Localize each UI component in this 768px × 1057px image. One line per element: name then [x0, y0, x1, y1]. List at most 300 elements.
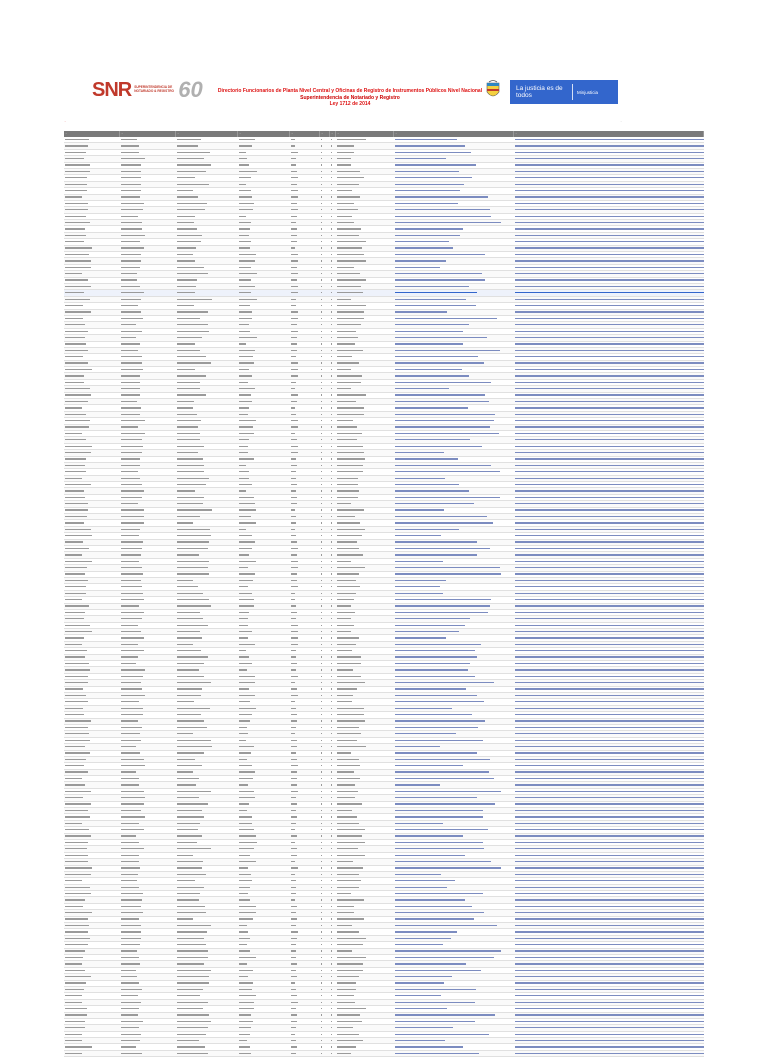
email-cell[interactable]: [394, 942, 514, 947]
url-cell[interactable]: [514, 188, 704, 193]
email-cell[interactable]: [394, 342, 514, 347]
email-cell[interactable]: [394, 802, 514, 807]
url-cell[interactable]: [514, 501, 704, 506]
email-cell[interactable]: [394, 258, 514, 263]
email-cell[interactable]: [394, 642, 514, 647]
email-cell[interactable]: [394, 469, 514, 474]
url-cell[interactable]: [514, 469, 704, 474]
url-cell[interactable]: [514, 1019, 704, 1024]
email-cell[interactable]: [394, 565, 514, 570]
url-cell[interactable]: [514, 923, 704, 928]
url-cell[interactable]: [514, 1051, 704, 1056]
url-cell[interactable]: [514, 226, 704, 231]
url-cell[interactable]: [514, 1006, 704, 1011]
email-cell[interactable]: [394, 284, 514, 289]
url-cell[interactable]: [514, 348, 704, 353]
email-cell[interactable]: [394, 725, 514, 730]
email-cell[interactable]: [394, 655, 514, 660]
url-cell[interactable]: [514, 1013, 704, 1018]
url-cell[interactable]: [514, 1044, 704, 1049]
url-cell[interactable]: [514, 1038, 704, 1043]
email-cell[interactable]: [394, 776, 514, 781]
url-cell[interactable]: [514, 195, 704, 200]
url-cell[interactable]: [514, 482, 704, 487]
url-cell[interactable]: [514, 533, 704, 538]
email-cell[interactable]: [394, 763, 514, 768]
url-cell[interactable]: [514, 284, 704, 289]
url-cell[interactable]: [514, 648, 704, 653]
url-cell[interactable]: [514, 942, 704, 947]
email-cell[interactable]: [394, 508, 514, 513]
url-cell[interactable]: [514, 578, 704, 583]
email-cell[interactable]: [394, 891, 514, 896]
email-cell[interactable]: [394, 533, 514, 538]
illegible-text-placeholder: [121, 1034, 141, 1035]
url-cell[interactable]: [514, 258, 704, 263]
email-cell[interactable]: [394, 316, 514, 321]
email-cell[interactable]: [394, 482, 514, 487]
email-cell[interactable]: [394, 169, 514, 174]
url-cell[interactable]: [514, 540, 704, 545]
url-cell[interactable]: [514, 808, 704, 813]
email-cell[interactable]: [394, 949, 514, 954]
email-cell[interactable]: [394, 233, 514, 238]
url-cell[interactable]: [514, 1000, 704, 1005]
url-cell[interactable]: [514, 878, 704, 883]
email-cell[interactable]: [394, 961, 514, 966]
url-cell[interactable]: [514, 610, 704, 615]
url-cell[interactable]: [514, 386, 704, 391]
email-cell[interactable]: [394, 572, 514, 577]
url-cell[interactable]: [514, 866, 704, 871]
email-cell[interactable]: [394, 782, 514, 787]
email-cell[interactable]: [394, 795, 514, 800]
url-cell[interactable]: [514, 393, 704, 398]
url-cell[interactable]: [514, 635, 704, 640]
email-cell[interactable]: [394, 271, 514, 276]
email-cell[interactable]: [394, 629, 514, 634]
email-cell[interactable]: [394, 348, 514, 353]
email-cell[interactable]: [394, 329, 514, 334]
email-cell[interactable]: [394, 821, 514, 826]
url-cell[interactable]: [514, 987, 704, 992]
url-cell[interactable]: [514, 488, 704, 493]
url-cell[interactable]: [514, 744, 704, 749]
email-cell[interactable]: [394, 751, 514, 756]
url-cell[interactable]: [514, 725, 704, 730]
email-cell[interactable]: [394, 431, 514, 436]
url-cell[interactable]: [514, 450, 704, 455]
url-cell[interactable]: [514, 290, 704, 295]
email-cell[interactable]: [394, 380, 514, 385]
url-cell[interactable]: [514, 271, 704, 276]
url-cell[interactable]: [514, 623, 704, 628]
email-cell[interactable]: [394, 808, 514, 813]
email-cell[interactable]: [394, 866, 514, 871]
url-cell[interactable]: [514, 380, 704, 385]
url-cell[interactable]: [514, 949, 704, 954]
url-cell[interactable]: [514, 322, 704, 327]
email-cell[interactable]: [394, 373, 514, 378]
email-cell[interactable]: [394, 425, 514, 430]
email-cell[interactable]: [394, 897, 514, 902]
url-cell[interactable]: [514, 239, 704, 244]
url-cell[interactable]: [514, 265, 704, 270]
url-cell[interactable]: [514, 214, 704, 219]
url-cell[interactable]: [514, 591, 704, 596]
email-cell[interactable]: [394, 1025, 514, 1030]
email-cell[interactable]: [394, 680, 514, 685]
url-cell[interactable]: [514, 955, 704, 960]
email-cell[interactable]: [394, 981, 514, 986]
email-cell[interactable]: [394, 265, 514, 270]
email-cell[interactable]: [394, 527, 514, 532]
url-cell[interactable]: [514, 840, 704, 845]
url-cell[interactable]: [514, 699, 704, 704]
illegible-text-placeholder: [291, 318, 298, 319]
email-cell[interactable]: [394, 405, 514, 410]
url-cell[interactable]: [514, 169, 704, 174]
url-cell[interactable]: [514, 310, 704, 315]
url-cell[interactable]: [514, 846, 704, 851]
url-cell[interactable]: [514, 897, 704, 902]
url-cell[interactable]: [514, 527, 704, 532]
table-cell: [120, 150, 176, 155]
url-cell[interactable]: [514, 457, 704, 462]
url-cell[interactable]: [514, 655, 704, 660]
url-cell[interactable]: [514, 929, 704, 934]
url-cell[interactable]: [514, 802, 704, 807]
email-cell[interactable]: [394, 182, 514, 187]
email-cell[interactable]: [394, 757, 514, 762]
url-cell[interactable]: [514, 693, 704, 698]
url-cell[interactable]: [514, 1025, 704, 1030]
url-cell[interactable]: [514, 731, 704, 736]
email-cell[interactable]: [394, 846, 514, 851]
email-cell[interactable]: [394, 399, 514, 404]
email-cell[interactable]: [394, 667, 514, 672]
url-cell[interactable]: [514, 853, 704, 858]
email-cell[interactable]: [394, 987, 514, 992]
url-cell[interactable]: [514, 137, 704, 142]
email-cell[interactable]: [394, 993, 514, 998]
email-cell[interactable]: [394, 674, 514, 679]
email-cell[interactable]: [394, 297, 514, 302]
email-cell[interactable]: [394, 220, 514, 225]
url-cell[interactable]: [514, 981, 704, 986]
url-cell[interactable]: [514, 993, 704, 998]
url-cell[interactable]: [514, 412, 704, 417]
email-cell[interactable]: [394, 623, 514, 628]
illegible-text-placeholder: [177, 471, 204, 472]
email-cell[interactable]: [394, 501, 514, 506]
email-cell[interactable]: [394, 163, 514, 168]
email-cell[interactable]: [394, 1013, 514, 1018]
email-cell[interactable]: [394, 814, 514, 819]
email-cell[interactable]: [394, 904, 514, 909]
email-cell[interactable]: [394, 910, 514, 915]
email-cell[interactable]: [394, 546, 514, 551]
url-cell[interactable]: [514, 642, 704, 647]
url-cell[interactable]: [514, 776, 704, 781]
email-cell[interactable]: [394, 872, 514, 877]
email-cell[interactable]: [394, 463, 514, 468]
illegible-text-placeholder: [515, 644, 704, 645]
email-cell[interactable]: [394, 437, 514, 442]
url-cell[interactable]: [514, 782, 704, 787]
illegible-text-placeholder: [395, 305, 476, 306]
url-cell[interactable]: [514, 278, 704, 283]
email-cell[interactable]: [394, 936, 514, 941]
email-cell[interactable]: [394, 207, 514, 212]
url-cell[interactable]: [514, 712, 704, 717]
url-cell[interactable]: [514, 143, 704, 148]
email-cell[interactable]: [394, 514, 514, 519]
email-cell[interactable]: [394, 246, 514, 251]
email-cell[interactable]: [394, 597, 514, 602]
email-cell[interactable]: [394, 137, 514, 142]
url-cell[interactable]: [514, 814, 704, 819]
email-cell[interactable]: [394, 444, 514, 449]
email-cell[interactable]: [394, 699, 514, 704]
email-cell[interactable]: [394, 252, 514, 257]
url-cell[interactable]: [514, 150, 704, 155]
email-cell[interactable]: [394, 712, 514, 717]
url-cell[interactable]: [514, 917, 704, 922]
email-cell[interactable]: [394, 361, 514, 366]
email-cell[interactable]: [394, 955, 514, 960]
email-cell[interactable]: [394, 335, 514, 340]
email-cell[interactable]: [394, 495, 514, 500]
email-cell[interactable]: [394, 859, 514, 864]
email-cell[interactable]: [394, 457, 514, 462]
url-cell[interactable]: [514, 757, 704, 762]
url-cell[interactable]: [514, 961, 704, 966]
email-cell[interactable]: [394, 584, 514, 589]
email-cell[interactable]: [394, 834, 514, 839]
email-cell[interactable]: [394, 731, 514, 736]
url-cell[interactable]: [514, 418, 704, 423]
url-cell[interactable]: [514, 751, 704, 756]
email-cell[interactable]: [394, 738, 514, 743]
url-cell[interactable]: [514, 297, 704, 302]
url-cell[interactable]: [514, 629, 704, 634]
email-cell[interactable]: [394, 226, 514, 231]
email-cell[interactable]: [394, 744, 514, 749]
url-cell[interactable]: [514, 520, 704, 525]
url-cell[interactable]: [514, 546, 704, 551]
table-cell: [320, 1019, 330, 1024]
email-cell[interactable]: [394, 195, 514, 200]
table-cell: [336, 214, 394, 219]
url-cell[interactable]: [514, 763, 704, 768]
url-cell[interactable]: [514, 738, 704, 743]
table-cell: [238, 866, 290, 871]
email-cell[interactable]: [394, 917, 514, 922]
url-cell[interactable]: [514, 827, 704, 832]
url-cell[interactable]: [514, 674, 704, 679]
url-cell[interactable]: [514, 770, 704, 775]
url-cell[interactable]: [514, 220, 704, 225]
email-cell[interactable]: [394, 386, 514, 391]
url-cell[interactable]: [514, 572, 704, 577]
email-cell[interactable]: [394, 578, 514, 583]
email-cell[interactable]: [394, 616, 514, 621]
email-cell[interactable]: [394, 1019, 514, 1024]
url-cell[interactable]: [514, 233, 704, 238]
email-cell[interactable]: [394, 239, 514, 244]
email-cell[interactable]: [394, 175, 514, 180]
email-cell[interactable]: [394, 878, 514, 883]
url-cell[interactable]: [514, 974, 704, 979]
url-cell[interactable]: [514, 303, 704, 308]
email-cell[interactable]: [394, 1032, 514, 1037]
email-cell[interactable]: [394, 201, 514, 206]
email-cell[interactable]: [394, 610, 514, 615]
url-cell[interactable]: [514, 163, 704, 168]
email-cell[interactable]: [394, 693, 514, 698]
table-cell: [336, 840, 394, 845]
url-cell[interactable]: [514, 859, 704, 864]
url-cell[interactable]: [514, 904, 704, 909]
email-cell[interactable]: [394, 719, 514, 724]
url-cell[interactable]: [514, 584, 704, 589]
url-cell[interactable]: [514, 476, 704, 481]
url-cell[interactable]: [514, 706, 704, 711]
email-cell[interactable]: [394, 604, 514, 609]
email-cell[interactable]: [394, 303, 514, 308]
url-cell[interactable]: [514, 604, 704, 609]
email-cell[interactable]: [394, 393, 514, 398]
url-cell[interactable]: [514, 667, 704, 672]
email-cell[interactable]: [394, 661, 514, 666]
url-cell[interactable]: [514, 175, 704, 180]
email-cell[interactable]: [394, 488, 514, 493]
email-cell[interactable]: [394, 929, 514, 934]
email-cell[interactable]: [394, 1038, 514, 1043]
email-cell[interactable]: [394, 412, 514, 417]
url-cell[interactable]: [514, 910, 704, 915]
url-cell[interactable]: [514, 431, 704, 436]
url-cell[interactable]: [514, 405, 704, 410]
url-cell[interactable]: [514, 891, 704, 896]
email-cell[interactable]: [394, 1000, 514, 1005]
email-cell[interactable]: [394, 450, 514, 455]
url-cell[interactable]: [514, 316, 704, 321]
url-cell[interactable]: [514, 437, 704, 442]
email-cell[interactable]: [394, 290, 514, 295]
url-cell[interactable]: [514, 514, 704, 519]
url-cell[interactable]: [514, 885, 704, 890]
url-cell[interactable]: [514, 354, 704, 359]
url-cell[interactable]: [514, 719, 704, 724]
url-cell[interactable]: [514, 252, 704, 257]
url-cell[interactable]: [514, 789, 704, 794]
url-cell[interactable]: [514, 661, 704, 666]
url-cell[interactable]: [514, 872, 704, 877]
email-cell[interactable]: [394, 706, 514, 711]
email-cell[interactable]: [394, 968, 514, 973]
email-cell[interactable]: [394, 520, 514, 525]
url-cell[interactable]: [514, 495, 704, 500]
url-cell[interactable]: [514, 968, 704, 973]
email-cell[interactable]: [394, 367, 514, 372]
url-cell[interactable]: [514, 246, 704, 251]
url-cell[interactable]: [514, 687, 704, 692]
url-cell[interactable]: [514, 425, 704, 430]
url-cell[interactable]: [514, 373, 704, 378]
url-cell[interactable]: [514, 552, 704, 557]
email-cell[interactable]: [394, 923, 514, 928]
email-cell[interactable]: [394, 648, 514, 653]
url-cell[interactable]: [514, 834, 704, 839]
url-cell[interactable]: [514, 444, 704, 449]
email-cell[interactable]: [394, 150, 514, 155]
url-cell[interactable]: [514, 1032, 704, 1037]
url-cell[interactable]: [514, 207, 704, 212]
email-cell[interactable]: [394, 552, 514, 557]
email-cell[interactable]: [394, 770, 514, 775]
email-cell[interactable]: [394, 789, 514, 794]
url-cell[interactable]: [514, 680, 704, 685]
url-cell[interactable]: [514, 329, 704, 334]
email-cell[interactable]: [394, 853, 514, 858]
url-cell[interactable]: [514, 463, 704, 468]
url-cell[interactable]: [514, 156, 704, 161]
email-cell[interactable]: [394, 310, 514, 315]
url-cell[interactable]: [514, 201, 704, 206]
email-cell[interactable]: [394, 156, 514, 161]
illegible-text-placeholder: [321, 676, 322, 677]
url-cell[interactable]: [514, 597, 704, 602]
email-cell[interactable]: [394, 188, 514, 193]
email-cell[interactable]: [394, 687, 514, 692]
url-cell[interactable]: [514, 508, 704, 513]
email-cell[interactable]: [394, 322, 514, 327]
url-cell[interactable]: [514, 335, 704, 340]
url-cell[interactable]: [514, 399, 704, 404]
url-cell[interactable]: [514, 795, 704, 800]
email-cell[interactable]: [394, 974, 514, 979]
url-cell[interactable]: [514, 361, 704, 366]
email-cell[interactable]: [394, 540, 514, 545]
email-cell[interactable]: [394, 1006, 514, 1011]
url-cell[interactable]: [514, 616, 704, 621]
column-header: …: [290, 131, 320, 137]
url-cell[interactable]: [514, 559, 704, 564]
email-cell[interactable]: [394, 143, 514, 148]
email-cell[interactable]: [394, 278, 514, 283]
email-cell[interactable]: [394, 559, 514, 564]
url-cell[interactable]: [514, 367, 704, 372]
email-cell[interactable]: [394, 827, 514, 832]
url-cell[interactable]: [514, 936, 704, 941]
email-cell[interactable]: [394, 840, 514, 845]
email-cell[interactable]: [394, 354, 514, 359]
email-cell[interactable]: [394, 635, 514, 640]
email-cell[interactable]: [394, 1051, 514, 1056]
email-cell[interactable]: [394, 591, 514, 596]
url-cell[interactable]: [514, 565, 704, 570]
email-cell[interactable]: [394, 476, 514, 481]
email-cell[interactable]: [394, 1044, 514, 1049]
email-cell[interactable]: [394, 885, 514, 890]
email-cell[interactable]: [394, 214, 514, 219]
email-cell[interactable]: [394, 418, 514, 423]
url-cell[interactable]: [514, 342, 704, 347]
url-cell[interactable]: [514, 821, 704, 826]
url-cell[interactable]: [514, 182, 704, 187]
